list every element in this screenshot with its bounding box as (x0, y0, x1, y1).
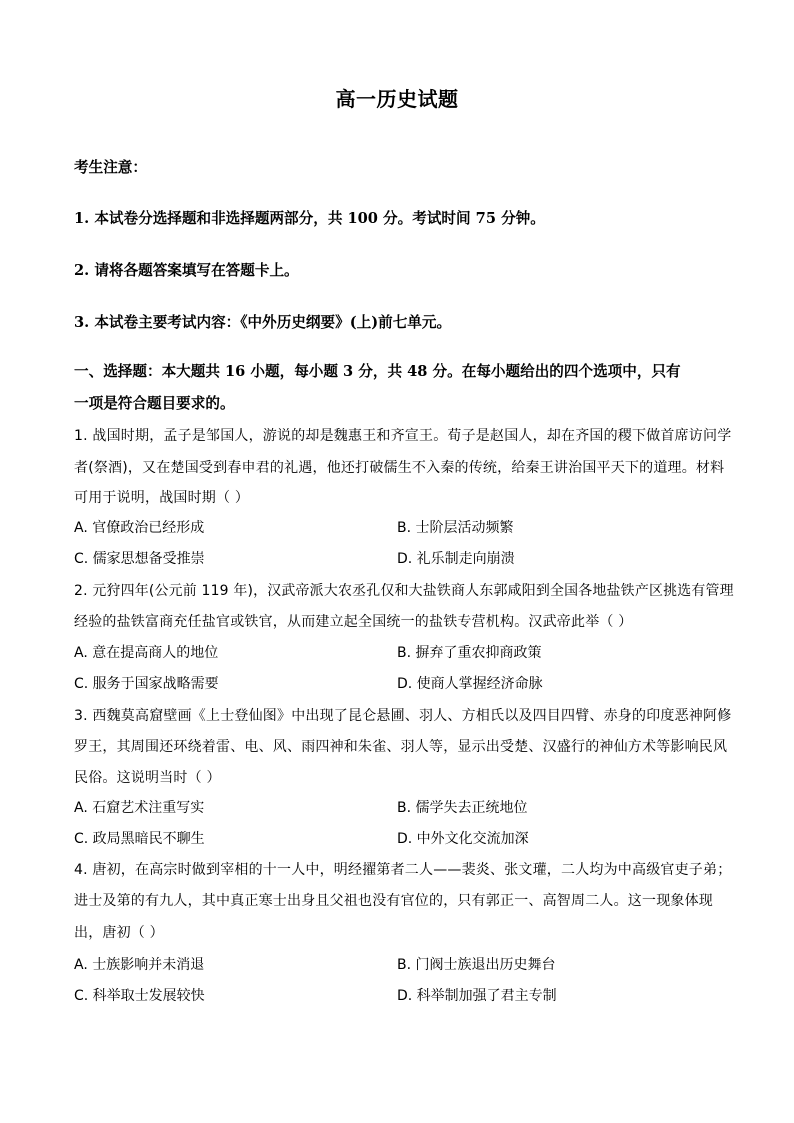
question-3-option-c[interactable]: C. 政局黑暗民不聊生 (74, 831, 205, 847)
question-4-option-a[interactable]: A. 士族影响并未消退 (74, 957, 205, 973)
question-4-line-1: 4. 唐初，在高宗时做到宰相的十一人中，明经擢第者二人——裴炎、张文瓘，二人均为中高级官吏子弟； (74, 862, 732, 878)
notice-item-3: 3. 本试卷主要考试内容：《中外历史纲要》(上)前七单元。 (74, 314, 452, 331)
question-1-line-2: 者(祭酒)，又在楚国受到春申君的礼遇，他还打破儒生不入秦的传统，给秦王讲治国平天下的道理。材料 (74, 460, 725, 476)
question-3-line-2: 罗王，其周围还环绕着雷、电、风、雨四神和朱雀、羽人等，显示出受楚、汉盛行的神仙方术等影响民风 (74, 739, 728, 755)
question-2-option-d[interactable]: D. 使商人掌握经济命脉 (397, 676, 543, 692)
question-4-option-d[interactable]: D. 科举制加强了君主专制 (397, 988, 557, 1004)
notice-heading: 考生注意： (74, 159, 147, 176)
question-4-option-b[interactable]: B. 门阀士族退出历史舞台 (397, 957, 556, 973)
question-2-option-c[interactable]: C. 服务于国家战略需要 (74, 676, 219, 692)
question-3-line-1: 3. 西魏莫高窟壁画《上士登仙图》中出现了昆仑悬圃、羽人、方相氏以及四目四臂、赤身的印度恶神阿修 (74, 708, 732, 724)
question-3-option-a[interactable]: A. 石窟艺术注重写实 (74, 800, 205, 816)
section-instructions-line-2: 一项是符合题目要求的。 (74, 395, 235, 412)
question-1-option-a[interactable]: A. 官僚政治已经形成 (74, 520, 205, 536)
question-3-line-3: 民俗。这说明当时（ ） (74, 770, 221, 786)
question-1-option-d[interactable]: D. 礼乐制走向崩溃 (397, 551, 515, 567)
question-2-option-a[interactable]: A. 意在提高商人的地位 (74, 645, 219, 661)
question-1-option-c[interactable]: C. 儒家思想备受推崇 (74, 551, 205, 567)
question-4-line-2: 进士及第的有九人，其中真正寒士出身且父祖也没有官位的，只有郭正一、高智周二人。这一现象体现 (74, 893, 713, 909)
notice-item-2: 2. 请将各题答案填写在答题卡上。 (74, 262, 299, 279)
question-2-line-1: 2. 元狩四年(公元前 119 年)，汉武帝派大农丞孔仅和大盐铁商人东郭咸阳到全国各地盐铁产区挑选有管理 (74, 583, 734, 599)
question-4-option-c[interactable]: C. 科举取士发展较快 (74, 988, 205, 1004)
question-2-option-b[interactable]: B. 摒弃了重农抑商政策 (397, 645, 542, 661)
question-2-line-2: 经验的盐铁富商充任盐官或铁官，从而建立起全国统一的盐铁专营机构。汉武帝此举（ ） (74, 614, 633, 630)
section-instructions-line-1: 一、选择题：本大题共 16 小题，每小题 3 分，共 48 分。在每小题给出的四个选项中，只有 (74, 363, 681, 380)
question-1-option-b[interactable]: B. 士阶层活动频繁 (397, 520, 514, 536)
question-1-line-3: 可用于说明，战国时期（ ） (74, 490, 250, 506)
question-3-option-b[interactable]: B. 儒学失去正统地位 (397, 800, 528, 816)
question-4-line-3: 出，唐初（ ） (74, 925, 164, 941)
question-3-option-d[interactable]: D. 中外文化交流加深 (397, 831, 529, 847)
page-title: 高一历史试题 (335, 87, 459, 111)
notice-item-1: 1. 本试卷分选择题和非选择题两部分，共 100 分。考试时间 75 分钟。 (74, 210, 545, 227)
question-1-line-1: 1. 战国时期，孟子是邹国人，游说的却是魏惠王和齐宣王。荀子是赵国人，却在齐国的稷下做首席访问学 (74, 428, 732, 444)
